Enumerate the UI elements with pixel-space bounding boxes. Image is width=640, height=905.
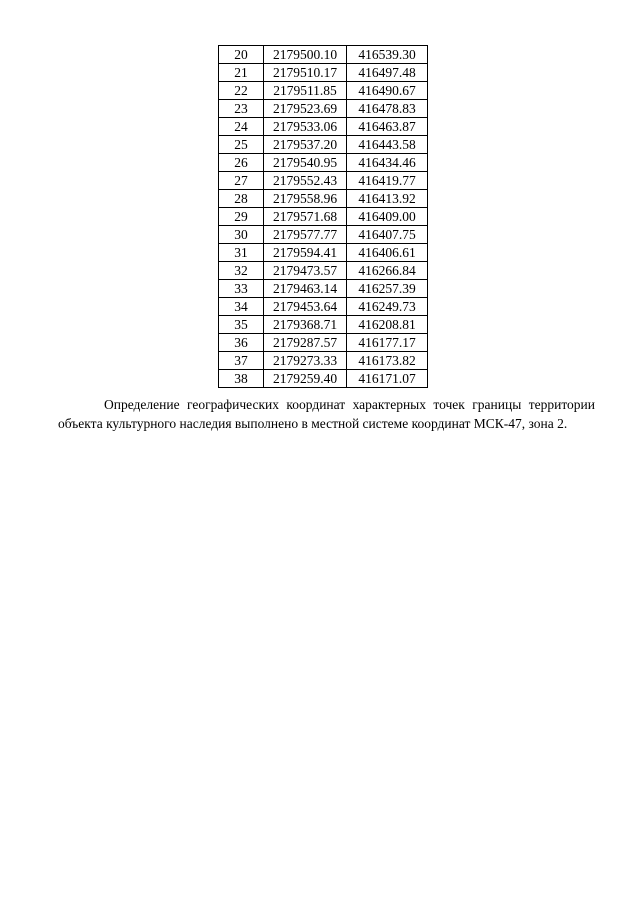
y-coordinate-cell: 416478.83 <box>347 100 428 118</box>
y-coordinate-cell: 416434.46 <box>347 154 428 172</box>
coordinate-system-note: Определение географических координат характерных точек границы территории объекта культурного наследия выполнено в местной системе координат МСК-47, зона 2. <box>58 397 595 431</box>
x-coordinate-cell: 2179558.96 <box>264 190 347 208</box>
x-coordinate-cell: 2179523.69 <box>264 100 347 118</box>
point-number-cell: 38 <box>219 370 264 388</box>
point-number-cell: 21 <box>219 64 264 82</box>
point-number-cell: 26 <box>219 154 264 172</box>
y-coordinate-cell: 416407.75 <box>347 226 428 244</box>
x-coordinate-cell: 2179500.10 <box>264 46 347 64</box>
y-coordinate-cell: 416177.17 <box>347 334 428 352</box>
y-coordinate-cell: 416413.92 <box>347 190 428 208</box>
point-number-cell: 28 <box>219 190 264 208</box>
y-coordinate-cell: 416249.73 <box>347 298 428 316</box>
coordinates-table-body <box>219 46 428 388</box>
x-coordinate-cell: 2179259.40 <box>264 370 347 388</box>
point-number-cell: 29 <box>219 208 264 226</box>
x-coordinate-cell: 2179368.71 <box>264 316 347 334</box>
y-coordinate-cell: 416406.61 <box>347 244 428 262</box>
table-row <box>219 118 428 136</box>
y-coordinate-cell: 416173.82 <box>347 352 428 370</box>
table-row <box>219 334 428 352</box>
point-number-cell: 24 <box>219 118 264 136</box>
x-coordinate-cell: 2179287.57 <box>264 334 347 352</box>
table-row <box>219 172 428 190</box>
table-row <box>219 208 428 226</box>
point-number-cell: 22 <box>219 82 264 100</box>
x-coordinate-cell: 2179453.64 <box>264 298 347 316</box>
y-coordinate-cell: 416409.00 <box>347 208 428 226</box>
table-row <box>219 298 428 316</box>
x-coordinate-cell: 2179510.17 <box>264 64 347 82</box>
y-coordinate-cell: 416171.07 <box>347 370 428 388</box>
y-coordinate-cell: 416419.77 <box>347 172 428 190</box>
y-coordinate-cell: 416257.39 <box>347 280 428 298</box>
y-coordinate-cell: 416266.84 <box>347 262 428 280</box>
x-coordinate-cell: 2179463.14 <box>264 280 347 298</box>
point-number-cell: 20 <box>219 46 264 64</box>
point-number-cell: 31 <box>219 244 264 262</box>
table-row <box>219 316 428 334</box>
y-coordinate-cell: 416539.30 <box>347 46 428 64</box>
x-coordinate-cell: 2179577.77 <box>264 226 347 244</box>
x-coordinate-cell: 2179540.95 <box>264 154 347 172</box>
table-row <box>219 154 428 172</box>
x-coordinate-cell: 2179537.20 <box>264 136 347 154</box>
point-number-cell: 25 <box>219 136 264 154</box>
x-coordinate-cell: 2179552.43 <box>264 172 347 190</box>
table-row <box>219 82 428 100</box>
coordinates-table <box>218 45 428 388</box>
x-coordinate-cell: 2179273.33 <box>264 352 347 370</box>
y-coordinate-cell: 416490.67 <box>347 82 428 100</box>
y-coordinate-cell: 416463.87 <box>347 118 428 136</box>
point-number-cell: 36 <box>219 334 264 352</box>
y-coordinate-cell: 416208.81 <box>347 316 428 334</box>
point-number-cell: 30 <box>219 226 264 244</box>
table-row <box>219 190 428 208</box>
point-number-cell: 37 <box>219 352 264 370</box>
table-row <box>219 100 428 118</box>
x-coordinate-cell: 2179571.68 <box>264 208 347 226</box>
table-row <box>219 244 428 262</box>
table-row <box>219 262 428 280</box>
x-coordinate-cell: 2179533.06 <box>264 118 347 136</box>
table-row <box>219 64 428 82</box>
x-coordinate-cell: 2179511.85 <box>264 82 347 100</box>
table-row <box>219 370 428 388</box>
table-row <box>219 136 428 154</box>
table-row <box>219 280 428 298</box>
point-number-cell: 32 <box>219 262 264 280</box>
y-coordinate-cell: 416497.48 <box>347 64 428 82</box>
point-number-cell: 35 <box>219 316 264 334</box>
x-coordinate-cell: 2179473.57 <box>264 262 347 280</box>
point-number-cell: 34 <box>219 298 264 316</box>
point-number-cell: 33 <box>219 280 264 298</box>
table-row <box>219 352 428 370</box>
point-number-cell: 23 <box>219 100 264 118</box>
point-number-cell: 27 <box>219 172 264 190</box>
x-coordinate-cell: 2179594.41 <box>264 244 347 262</box>
y-coordinate-cell: 416443.58 <box>347 136 428 154</box>
table-row <box>219 46 428 64</box>
table-row <box>219 226 428 244</box>
